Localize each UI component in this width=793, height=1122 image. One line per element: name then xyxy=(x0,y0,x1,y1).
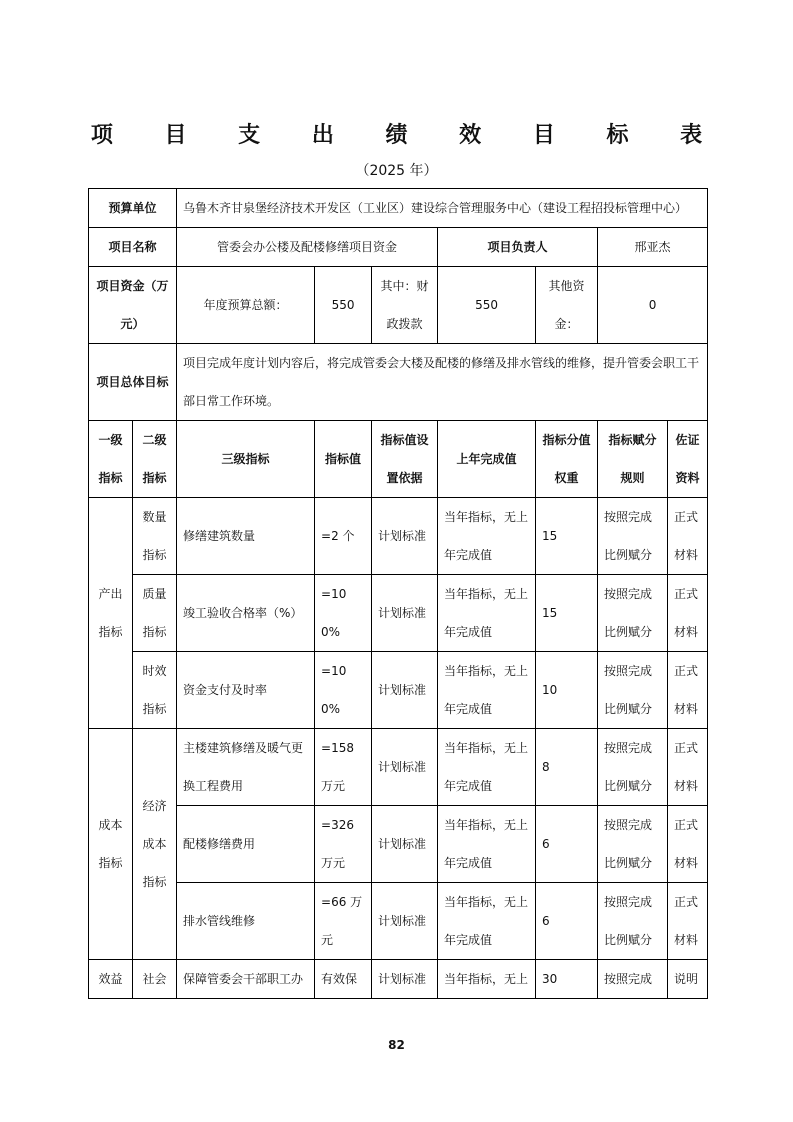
document-year: （2025 年） xyxy=(355,163,438,179)
performance-table xyxy=(88,188,708,999)
header-level3: 三级指标 xyxy=(177,421,315,498)
indicator-name: 竣工验收合格率（%） xyxy=(177,575,315,652)
indicator-value: 有效保 xyxy=(315,960,372,999)
indicator-name: 排水管线维修 xyxy=(177,883,315,960)
budget-unit-row xyxy=(89,189,708,228)
indicator-weight: 15 xyxy=(536,575,598,652)
indicator-scoring: 按照完成比例赋分 xyxy=(598,806,668,883)
header-value: 指标值 xyxy=(315,421,372,498)
table-row xyxy=(89,575,708,652)
indicator-last-year: 当年指标，无上年完成值 xyxy=(438,806,536,883)
indicator-value: =158 万元 xyxy=(315,729,372,806)
budget-unit-label: 预算单位 xyxy=(89,189,177,228)
header-row xyxy=(89,421,708,498)
indicator-scoring: 按照完成比例赋分 xyxy=(598,883,668,960)
indicator-evidence: 正式材料 xyxy=(668,729,708,806)
table-row xyxy=(89,883,708,960)
fiscal-value: 550 xyxy=(438,267,536,344)
project-leader-value: 邢亚杰 xyxy=(598,228,708,267)
indicator-basis: 计划标准 xyxy=(372,652,438,729)
level2-cell: 质量指标 xyxy=(133,575,177,652)
indicator-evidence: 正式材料 xyxy=(668,806,708,883)
indicator-basis: 计划标准 xyxy=(372,498,438,575)
overall-goal-value: 项目完成年度计划内容后，将完成管委会大楼及配楼的修缮及排水管线的维修，提升管委会职工干部日常工作环境。 xyxy=(177,344,708,421)
indicator-weight: 6 xyxy=(536,883,598,960)
overall-goal-row xyxy=(89,344,708,421)
indicator-name: 保障管委会干部职工办 xyxy=(177,960,315,999)
indicator-evidence: 说明 xyxy=(668,960,708,999)
indicator-value: =66 万元 xyxy=(315,883,372,960)
project-name-row xyxy=(89,228,708,267)
project-name-label: 项目名称 xyxy=(89,228,177,267)
indicator-evidence: 正式材料 xyxy=(668,575,708,652)
indicator-basis: 计划标准 xyxy=(372,960,438,999)
indicator-evidence: 正式材料 xyxy=(668,652,708,729)
budget-unit-value: 乌鲁木齐甘泉堡经济技术开发区（工业区）建设综合管理服务中心（建设工程招投标管理中心） xyxy=(177,189,708,228)
other-funds-value: 0 xyxy=(598,267,708,344)
table-row xyxy=(89,652,708,729)
indicator-value: =100% xyxy=(315,652,372,729)
indicator-weight: 6 xyxy=(536,806,598,883)
indicator-weight: 8 xyxy=(536,729,598,806)
table-row xyxy=(89,498,708,575)
table-row xyxy=(89,960,708,999)
level2-cell: 时效指标 xyxy=(133,652,177,729)
other-funds-label: 其他资金： xyxy=(536,267,598,344)
indicator-value: =2 个 xyxy=(315,498,372,575)
fiscal-label: 其中：财政拨款 xyxy=(372,267,438,344)
level2-cell: 社会 xyxy=(133,960,177,999)
indicator-weight: 10 xyxy=(536,652,598,729)
indicator-last-year: 当年指标，无上年完成值 xyxy=(438,575,536,652)
level1-cell: 效益 xyxy=(89,960,133,999)
indicator-name: 配楼修缮费用 xyxy=(177,806,315,883)
page-number: 82 xyxy=(388,1038,405,1052)
table-row xyxy=(89,729,708,806)
indicator-last-year: 当年指标，无上年完成值 xyxy=(438,498,536,575)
indicator-last-year: 当年指标，无上年完成值 xyxy=(438,652,536,729)
indicator-value: =100% xyxy=(315,575,372,652)
indicator-basis: 计划标准 xyxy=(372,806,438,883)
indicator-weight: 30 xyxy=(536,960,598,999)
indicator-scoring: 按照完成比例赋分 xyxy=(598,498,668,575)
funds-row xyxy=(89,267,708,344)
indicator-name: 修缮建筑数量 xyxy=(177,498,315,575)
indicator-scoring: 按照完成比例赋分 xyxy=(598,652,668,729)
indicator-value: =326 万元 xyxy=(315,806,372,883)
indicator-basis: 计划标准 xyxy=(372,729,438,806)
overall-goal-label: 项目总体目标 xyxy=(89,344,177,421)
level2-cell: 数量指标 xyxy=(133,498,177,575)
indicator-last-year: 当年指标，无上年完成值 xyxy=(438,883,536,960)
header-scoring: 指标赋分规则 xyxy=(598,421,668,498)
indicator-evidence: 正式材料 xyxy=(668,883,708,960)
header-level1: 一级指标 xyxy=(89,421,133,498)
level2-cell: 经济成本指标 xyxy=(133,729,177,960)
indicator-name: 资金支付及时率 xyxy=(177,652,315,729)
indicator-scoring: 按照完成比例赋分 xyxy=(598,729,668,806)
indicator-weight: 15 xyxy=(536,498,598,575)
indicator-name: 主楼建筑修缮及暖气更换工程费用 xyxy=(177,729,315,806)
project-leader-label: 项目负责人 xyxy=(438,228,598,267)
indicator-basis: 计划标准 xyxy=(372,575,438,652)
indicator-scoring: 按照完成 xyxy=(598,960,668,999)
header-level2: 二级指标 xyxy=(133,421,177,498)
indicator-scoring: 按照完成比例赋分 xyxy=(598,575,668,652)
project-name-value: 管委会办公楼及配楼修缮项目资金 xyxy=(177,228,438,267)
header-evidence: 佐证资料 xyxy=(668,421,708,498)
level1-cell: 成本指标 xyxy=(89,729,133,960)
annual-budget-label: 年度预算总额： xyxy=(177,267,315,344)
table-row xyxy=(89,806,708,883)
indicator-basis: 计划标准 xyxy=(372,883,438,960)
indicator-evidence: 正式材料 xyxy=(668,498,708,575)
document-title: 项 目 支 出 绩 效 目 标 表 xyxy=(90,123,725,148)
funds-label: 项目资金（万元） xyxy=(89,267,177,344)
header-weight: 指标分值权重 xyxy=(536,421,598,498)
indicator-last-year: 当年指标，无上年完成值 xyxy=(438,729,536,806)
annual-budget-value: 550 xyxy=(315,267,372,344)
header-basis: 指标值设置依据 xyxy=(372,421,438,498)
indicator-last-year: 当年指标，无上 xyxy=(438,960,536,999)
header-last-year: 上年完成值 xyxy=(438,421,536,498)
level1-cell: 产出指标 xyxy=(89,498,133,729)
